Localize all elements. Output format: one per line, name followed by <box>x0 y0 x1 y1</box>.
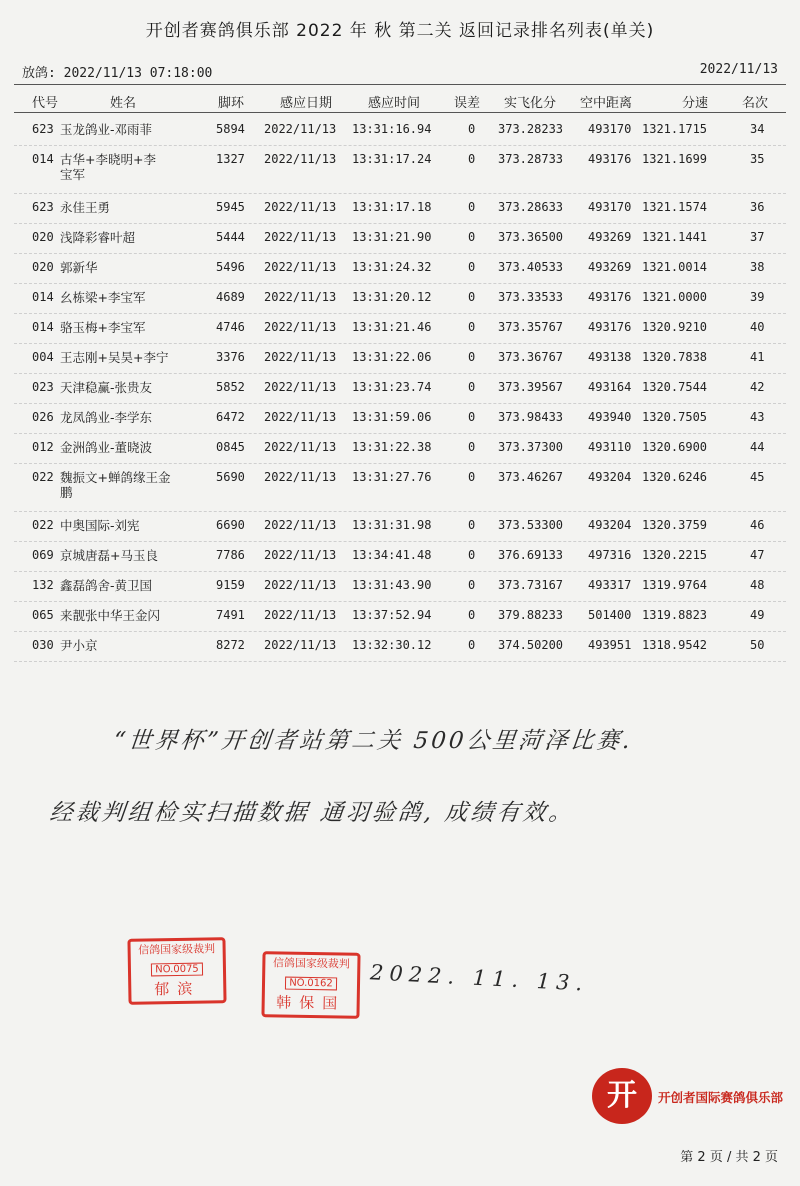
stamp-name: 郁滨 <box>154 979 201 999</box>
cell-error: 0 <box>468 470 476 484</box>
cell-speed: 1321.0014 <box>642 260 708 274</box>
cell-rank: 35 <box>750 152 765 166</box>
cell-speed: 1320.7544 <box>642 380 708 394</box>
cell-name: 中奥国际-刘宪 <box>60 518 140 533</box>
cell-time: 13:31:59.06 <box>352 410 432 424</box>
cell-rank: 36 <box>750 200 765 214</box>
cell-rank: 45 <box>750 470 765 484</box>
cell-distance: 493269 <box>588 230 632 244</box>
cell-time: 13:34:41.48 <box>352 548 432 562</box>
cell-error: 0 <box>468 380 476 394</box>
cell-time: 13:37:52.94 <box>352 608 432 622</box>
cell-distance: 493951 <box>588 638 632 652</box>
cell-date: 2022/11/13 <box>264 230 337 244</box>
cell-flight-minutes: 373.28633 <box>498 200 564 214</box>
cell-time: 13:31:43.90 <box>352 578 432 592</box>
cell-code: 065 <box>32 608 54 622</box>
cell-name: 玉龙鸽业-邓雨菲 <box>60 122 153 137</box>
table-row <box>14 284 786 314</box>
cell-date: 2022/11/13 <box>264 608 337 622</box>
table-row <box>14 632 786 662</box>
cell-distance: 497316 <box>588 548 632 562</box>
cell-code: 623 <box>32 122 54 136</box>
cell-name: 骆玉梅+李宝军 <box>60 320 146 335</box>
cell-time: 13:31:16.94 <box>352 122 432 136</box>
cell-speed: 1320.7838 <box>642 350 708 364</box>
cell-error: 0 <box>468 440 476 454</box>
cell-error: 0 <box>468 320 476 334</box>
cell-date: 2022/11/13 <box>264 638 337 652</box>
cell-distance: 493176 <box>588 290 632 304</box>
stamp-name: 韩保国 <box>276 993 346 1013</box>
cell-ring: 9159 <box>216 578 245 592</box>
cell-distance: 493176 <box>588 152 632 166</box>
cell-speed: 1320.9210 <box>642 320 708 334</box>
cell-ring: 5945 <box>216 200 245 214</box>
cell-speed: 1320.2215 <box>642 548 708 562</box>
col-code: 代号 <box>32 96 59 111</box>
cell-speed: 1318.9542 <box>642 638 708 652</box>
cell-error: 0 <box>468 548 476 562</box>
cell-date: 2022/11/13 <box>264 578 337 592</box>
cell-distance: 493170 <box>588 200 632 214</box>
col-speed: 分速 <box>682 96 709 111</box>
cell-code: 023 <box>32 380 54 394</box>
cell-distance: 493269 <box>588 260 632 274</box>
cell-time: 13:31:20.12 <box>352 290 432 304</box>
cell-flight-minutes: 373.33533 <box>498 290 564 304</box>
cell-flight-minutes: 373.39567 <box>498 380 564 394</box>
cell-speed: 1321.1441 <box>642 230 708 244</box>
cell-distance: 501400 <box>588 608 632 622</box>
table-row <box>14 464 786 512</box>
cell-time: 13:31:24.32 <box>352 260 432 274</box>
table-row <box>14 146 786 194</box>
page-number: 第 2 页 / 共 2 页 <box>680 1150 778 1165</box>
cell-error: 0 <box>468 152 476 166</box>
handwritten-note-line2: 经裁判组检实扫描数据 通羽验鸽, 成绩有效。 <box>48 800 577 826</box>
header-top-rule <box>14 84 786 85</box>
cell-code: 012 <box>32 440 54 454</box>
cell-flight-minutes: 373.98433 <box>498 410 564 424</box>
document-title: 开创者赛鸽俱乐部 2022 年 秋 第二关 返回记录排名列表(单关) <box>145 21 655 41</box>
cell-error: 0 <box>468 290 476 304</box>
cell-code: 132 <box>32 578 54 592</box>
cell-name: 来靓张中华王金闪 <box>60 608 161 623</box>
cell-distance: 493138 <box>588 350 632 364</box>
cell-error: 0 <box>468 638 476 652</box>
cell-code: 069 <box>32 548 54 562</box>
col-distance: 空中距离 <box>580 96 633 111</box>
cell-name: 京城唐磊+马玉良 <box>60 548 158 563</box>
cell-name: 金洲鸽业-董晓波 <box>60 440 153 455</box>
cell-flight-minutes: 373.36500 <box>498 230 564 244</box>
cell-time: 13:31:17.18 <box>352 200 432 214</box>
table-row <box>14 602 786 632</box>
cell-ring: 4746 <box>216 320 245 334</box>
cell-error: 0 <box>468 350 476 364</box>
cell-name: 古华+李晓明+李宝军 <box>60 152 156 182</box>
cell-rank: 47 <box>750 548 765 562</box>
cell-distance: 493110 <box>588 440 632 454</box>
table-row <box>14 344 786 374</box>
cell-ring: 0845 <box>216 440 245 454</box>
club-logo-icon: 开 <box>592 1068 652 1124</box>
cell-rank: 42 <box>750 380 765 394</box>
cell-distance: 493940 <box>588 410 632 424</box>
cell-date: 2022/11/13 <box>264 350 337 364</box>
col-flight-minutes: 实飞化分 <box>504 96 557 111</box>
cell-flight-minutes: 373.28733 <box>498 152 564 166</box>
col-name: 姓名 <box>110 96 137 111</box>
cell-rank: 50 <box>750 638 765 652</box>
cell-code: 014 <box>32 320 54 334</box>
cell-name: 天津稳赢-张贵友 <box>60 380 153 395</box>
cell-rank: 39 <box>750 290 765 304</box>
table-row <box>14 224 786 254</box>
cell-rank: 38 <box>750 260 765 274</box>
cell-time: 13:31:22.06 <box>352 350 432 364</box>
cell-ring: 6690 <box>216 518 245 532</box>
cell-speed: 1320.3759 <box>642 518 708 532</box>
cell-code: 022 <box>32 470 54 484</box>
cell-date: 2022/11/13 <box>264 260 337 274</box>
cell-flight-minutes: 373.73167 <box>498 578 564 592</box>
cell-speed: 1320.7505 <box>642 410 708 424</box>
cell-error: 0 <box>468 200 476 214</box>
table-row <box>14 374 786 404</box>
table-row <box>14 116 786 146</box>
col-date: 感应日期 <box>280 96 333 111</box>
cell-flight-minutes: 376.69133 <box>498 548 564 562</box>
results-table <box>14 116 786 662</box>
cell-rank: 48 <box>750 578 765 592</box>
table-row <box>14 194 786 224</box>
cell-speed: 1319.9764 <box>642 578 708 592</box>
cell-error: 0 <box>468 608 476 622</box>
table-header <box>14 88 786 112</box>
cell-ring: 3376 <box>216 350 245 364</box>
cell-rank: 41 <box>750 350 765 364</box>
cell-distance: 493176 <box>588 320 632 334</box>
cell-rank: 49 <box>750 608 765 622</box>
cell-distance: 493204 <box>588 518 632 532</box>
cell-ring: 7491 <box>216 608 245 622</box>
cell-date: 2022/11/13 <box>264 440 337 454</box>
cell-ring: 1327 <box>216 152 245 166</box>
col-time: 感应时间 <box>368 96 421 111</box>
table-row <box>14 254 786 284</box>
cell-date: 2022/11/13 <box>264 152 337 166</box>
cell-rank: 46 <box>750 518 765 532</box>
handwritten-note-line1: “世界杯”开创者站第二关 500公里菏泽比赛. <box>112 728 635 754</box>
cell-ring: 7786 <box>216 548 245 562</box>
stamp-title: 信鸽国家级裁判 <box>272 956 350 971</box>
cell-time: 13:31:21.90 <box>352 230 432 244</box>
club-logo <box>592 1068 790 1124</box>
cell-name: 王志刚+吴昊+李宁 <box>60 350 169 365</box>
cell-speed: 1320.6246 <box>642 470 708 484</box>
cell-rank: 37 <box>750 230 765 244</box>
cell-flight-minutes: 373.46267 <box>498 470 564 484</box>
cell-rank: 43 <box>750 410 765 424</box>
cell-name: 永佳王勇 <box>60 200 111 215</box>
col-ring: 脚环 <box>218 96 245 111</box>
cell-rank: 44 <box>750 440 765 454</box>
cell-error: 0 <box>468 578 476 592</box>
cell-time: 13:31:17.24 <box>352 152 432 166</box>
cell-code: 020 <box>32 230 54 244</box>
cell-rank: 40 <box>750 320 765 334</box>
cell-distance: 493164 <box>588 380 632 394</box>
cell-rank: 34 <box>750 122 765 136</box>
cell-ring: 5894 <box>216 122 245 136</box>
cell-code: 014 <box>32 152 54 166</box>
cell-code: 623 <box>32 200 54 214</box>
cell-time: 13:31:21.46 <box>352 320 432 334</box>
table-row <box>14 314 786 344</box>
cell-name: 幺栋梁+李宝军 <box>60 290 146 305</box>
cell-date: 2022/11/13 <box>264 548 337 562</box>
cell-speed: 1321.1574 <box>642 200 708 214</box>
cell-speed: 1321.0000 <box>642 290 708 304</box>
cell-date: 2022/11/13 <box>264 380 337 394</box>
referee-stamp <box>261 951 360 1019</box>
cell-date: 2022/11/13 <box>264 518 337 532</box>
cell-distance: 493170 <box>588 122 632 136</box>
cell-speed: 1319.8823 <box>642 608 708 622</box>
cell-name: 魏振文+蝉鸽缘王金鹏 <box>60 470 171 500</box>
cell-time: 13:31:23.74 <box>352 380 432 394</box>
cell-date: 2022/11/13 <box>264 122 337 136</box>
release-time: 放鸽: 2022/11/13 07:18:00 <box>22 66 213 81</box>
cell-flight-minutes: 379.88233 <box>498 608 564 622</box>
referee-stamp <box>127 937 226 1005</box>
cell-date: 2022/11/13 <box>264 290 337 304</box>
table-row <box>14 404 786 434</box>
meta-row <box>22 62 778 82</box>
cell-ring: 5852 <box>216 380 245 394</box>
table-row <box>14 434 786 464</box>
cell-time: 13:31:27.76 <box>352 470 432 484</box>
cell-speed: 1321.1715 <box>642 122 708 136</box>
cell-error: 0 <box>468 518 476 532</box>
handwritten-date: 2022. 11. 13. <box>369 960 589 996</box>
stamp-number: NO.0162 <box>285 977 337 991</box>
cell-ring: 6472 <box>216 410 245 424</box>
cell-speed: 1320.6900 <box>642 440 708 454</box>
cell-time: 13:32:30.12 <box>352 638 432 652</box>
cell-error: 0 <box>468 410 476 424</box>
cell-ring: 8272 <box>216 638 245 652</box>
header-bottom-rule <box>14 112 786 113</box>
cell-speed: 1321.1699 <box>642 152 708 166</box>
table-row <box>14 542 786 572</box>
cell-time: 13:31:31.98 <box>352 518 432 532</box>
cell-error: 0 <box>468 260 476 274</box>
table-row <box>14 512 786 542</box>
cell-flight-minutes: 373.40533 <box>498 260 564 274</box>
stamp-number: NO.0075 <box>151 963 203 977</box>
cell-code: 026 <box>32 410 54 424</box>
cell-error: 0 <box>468 122 476 136</box>
cell-code: 004 <box>32 350 54 364</box>
cell-code: 020 <box>32 260 54 274</box>
cell-date: 2022/11/13 <box>264 470 337 484</box>
table-row <box>14 572 786 602</box>
cell-ring: 5690 <box>216 470 245 484</box>
cell-error: 0 <box>468 230 476 244</box>
cell-code: 014 <box>32 290 54 304</box>
cell-distance: 493204 <box>588 470 632 484</box>
cell-ring: 4689 <box>216 290 245 304</box>
cell-flight-minutes: 373.53300 <box>498 518 564 532</box>
cell-name: 浅降彩睿叶超 <box>60 230 136 245</box>
cell-date: 2022/11/13 <box>264 320 337 334</box>
cell-flight-minutes: 373.37300 <box>498 440 564 454</box>
cell-time: 13:31:22.38 <box>352 440 432 454</box>
cell-date: 2022/11/13 <box>264 200 337 214</box>
cell-code: 022 <box>32 518 54 532</box>
cell-name: 尹小京 <box>60 638 98 653</box>
cell-flight-minutes: 373.36767 <box>498 350 564 364</box>
cell-flight-minutes: 373.28233 <box>498 122 564 136</box>
cell-name: 龙凤鸽业-李学东 <box>60 410 153 425</box>
col-error: 误差 <box>454 96 481 111</box>
col-rank: 名次 <box>742 96 769 111</box>
club-logo-text: 开创者国际赛鸽俱乐部 <box>658 1088 788 1108</box>
cell-name: 郭新华 <box>60 260 98 275</box>
cell-code: 030 <box>32 638 54 652</box>
stamp-title: 信鸽国家级裁判 <box>138 942 216 957</box>
cell-flight-minutes: 373.35767 <box>498 320 564 334</box>
cell-date: 2022/11/13 <box>264 410 337 424</box>
cell-flight-minutes: 374.50200 <box>498 638 564 652</box>
cell-name: 鑫磊鸽舍-黄卫国 <box>60 578 153 593</box>
cell-distance: 493317 <box>588 578 632 592</box>
cell-ring: 5496 <box>216 260 245 274</box>
cell-ring: 5444 <box>216 230 245 244</box>
report-date: 2022/11/13 <box>699 62 778 77</box>
